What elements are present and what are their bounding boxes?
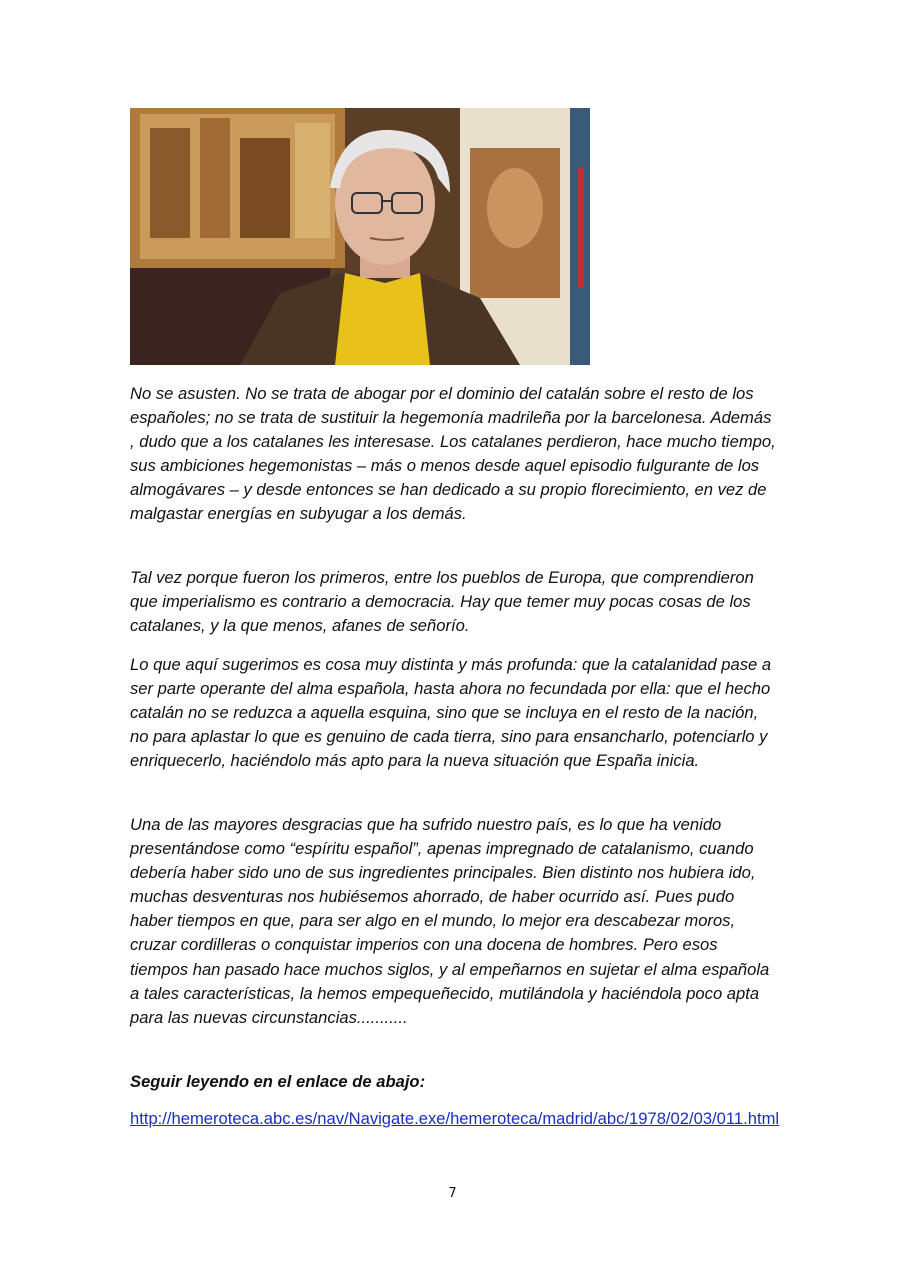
- hemeroteca-link[interactable]: http://hemeroteca.abc.es/nav/Navigate.exe/hemeroteca/madrid/abc/1978/02/03/011.html: [130, 1109, 780, 1128]
- paragraph-1: No se asusten. No se trata de abogar por el dominio del catalán sobre el resto de los españoles; no se trata de sustituir la hegemonía madrileña por la barcelonesa. Además , dudo que a los catalanes les interesase. Los catalanes perdieron, hace mucho tiempo, sus ambiciones hegemonistas – más o menos desde aquel episodio fulgurante de los almogávares – y desde entonces se han dedicado a su propio florecimiento, en vez de malgastar energías en subyugar a los demás.: [130, 384, 776, 524]
- continue-reading-label: Seguir leyendo en el enlace de abajo:: [130, 1072, 426, 1091]
- portrait-photo: [130, 108, 590, 365]
- page-number: 7: [448, 1186, 457, 1201]
- paragraph-3: Lo que aquí sugerimos es cosa muy distinta y más profunda: que la catalanidad pase a ser parte operante del alma española, hasta ahora no fecundada por ella: que el hecho catalán no se reduzca a aquella esquina, sino que se incluya en el resto de la nación, no para aplastar lo que es genuino de cada tierra, sino para ensancharlo, potenciarlo y enriquecerlo, haciéndolo más apto para la nueva situación que España inicia.: [130, 655, 772, 771]
- paragraph-4: Una de las mayores desgracias que ha sufrido nuestro país, es lo que ha venido presentándose como “espíritu español”, apenas impregnado de catalanismo, cuando debería haber sido uno de sus ingredientes principales. Bien distinto nos hubiera ido, muchas desventuras nos hubiésemos ahorrado, de haber ocurrido así. Pues pudo haber tiempos en que, para ser algo en el mundo, lo mejor era descabezar moros, cruzar cordilleras o conquistar imperios con una docena de hombres. Pero esos tiempos han pasado hace muchos siglos, y al empeñarnos en sujetar el alma española a tales características, la hemos empequeñecido, mutilándola y haciéndola poco apta para las nuevas circunstancias...........: [130, 815, 770, 1027]
- paragraph-2: Tal vez porque fueron los primeros, entre los pueblos de Europa, que comprendieron que imperialismo es contrario a democracia. Hay que temer muy pocas cosas de los catalanes, y la que menos, afanes de señorío.: [130, 568, 754, 636]
